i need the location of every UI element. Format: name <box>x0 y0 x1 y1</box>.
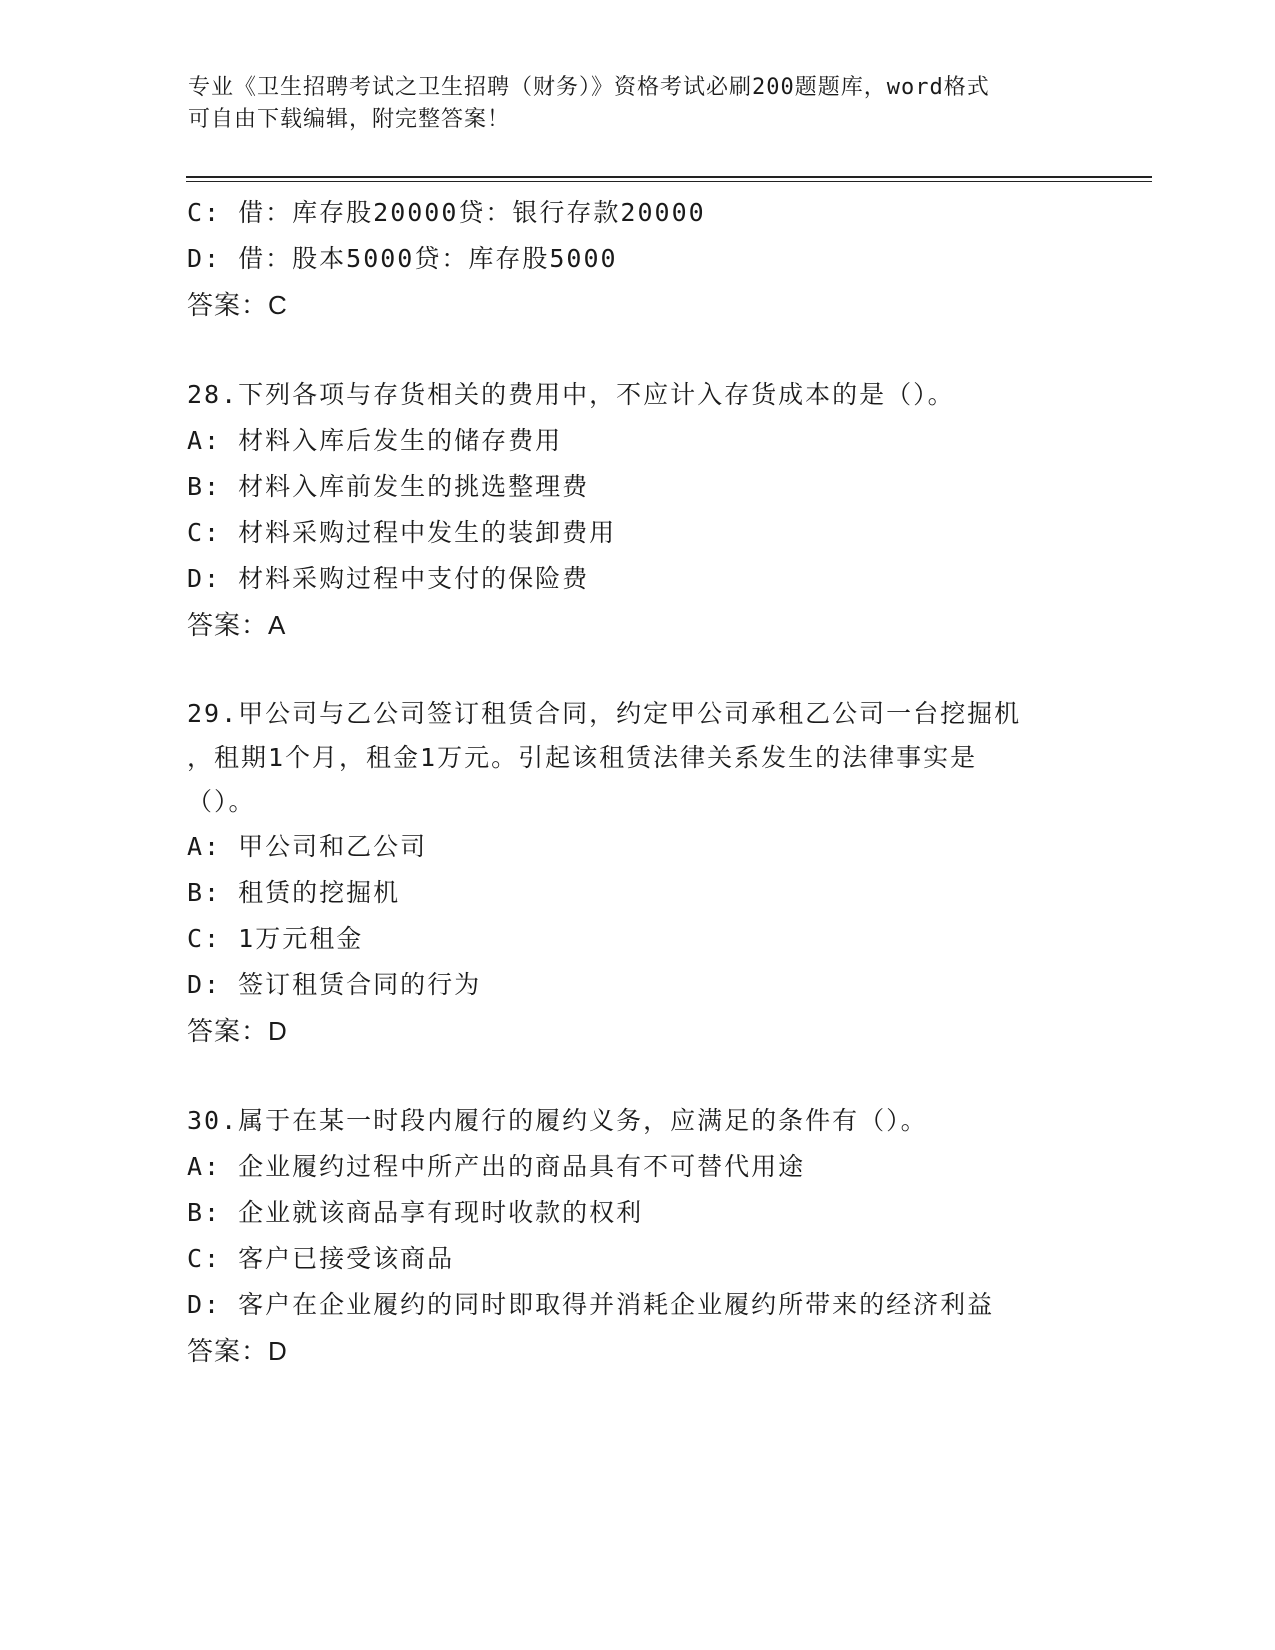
question-stem: 28.下列各项与存货相关的费用中，不应计入存货成本的是（）。 <box>187 380 955 409</box>
option-d: D: 客户在企业履约的同时即取得并消耗企业履约所带来的经济利益 <box>187 1290 995 1319</box>
spacer <box>187 648 1127 692</box>
option-c: C: 材料采购过程中发生的装卸费用 <box>187 518 617 547</box>
option-a: A: 甲公司和乙公司 <box>187 832 428 861</box>
header-line-2: 可自由下载编辑，附完整答案！ <box>188 107 511 132</box>
header-line-1: 专业《卫生招聘考试之卫生招聘（财务）》资格考试必刷200题题库，word格式 <box>188 75 990 100</box>
option-a: A: 材料入库后发生的储存费用 <box>187 426 563 455</box>
option-a: A: 企业履约过程中所产出的商品具有不可替代用途 <box>187 1152 806 1181</box>
carryover-question <box>187 190 1127 328</box>
option-b: B: 材料入库前发生的挑选整理费 <box>187 472 590 501</box>
page-header <box>188 72 1068 136</box>
document-body <box>187 190 1127 1374</box>
answer: 答案：A <box>187 610 287 640</box>
option-d: D: 借：股本5000贷：库存股5000 <box>187 244 618 273</box>
question-29 <box>187 692 1127 1054</box>
option-c: C: 借：库存股20000贷：银行存款20000 <box>187 198 706 227</box>
question-30 <box>187 1098 1127 1374</box>
answer: 答案：D <box>187 1336 288 1366</box>
question-28 <box>187 372 1127 648</box>
answer: 答案：D <box>187 1016 288 1046</box>
header-divider <box>186 176 1152 182</box>
option-d: D: 签订租赁合同的行为 <box>187 970 482 999</box>
option-b: B: 企业就该商品享有现时收款的权利 <box>187 1198 644 1227</box>
option-d: D: 材料采购过程中支付的保险费 <box>187 564 590 593</box>
spacer <box>187 328 1127 372</box>
option-b: B: 租赁的挖掘机 <box>187 878 401 907</box>
option-c: C: 客户已接受该商品 <box>187 1244 455 1273</box>
question-stem: 30.属于在某一时段内履行的履约义务，应满足的条件有（）。 <box>187 1106 928 1135</box>
option-c: C: 1万元租金 <box>187 924 364 953</box>
question-stem-line: 29.甲公司与乙公司签订租赁合同，约定甲公司承租乙公司一台挖掘机 <box>187 699 1022 728</box>
question-stem-line: （）。 <box>187 787 256 816</box>
answer: 答案：C <box>187 290 288 320</box>
spacer <box>187 1054 1127 1098</box>
question-stem-line: ，租期1个月，租金1万元。引起该租赁法律关系发生的法律事实是 <box>187 743 978 772</box>
